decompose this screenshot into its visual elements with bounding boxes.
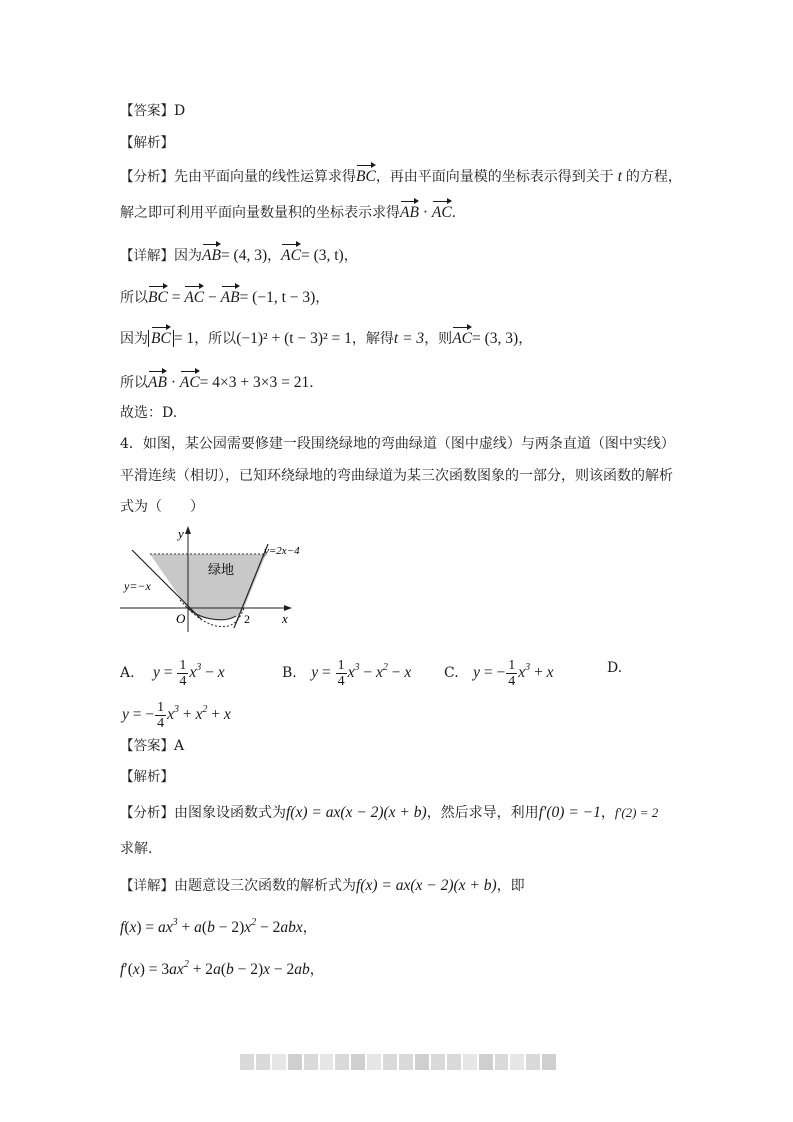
dot-product: AB · AC [148, 374, 200, 391]
option-d-expr: y = − $\frac{1}{4}$ $x^3 + x^2 + x$ [122, 700, 231, 731]
q4-fenxi-line [120, 803, 658, 823]
fenxi-text: 的方程， [625, 169, 682, 185]
detail-step-3 [120, 326, 532, 349]
fenxi-text: 解之即可利用平面向量数量积的坐标表示求得 [120, 205, 400, 221]
detail-step-1 [120, 243, 358, 266]
equation: (−1)² + (t − 3)² = 1 [236, 330, 352, 347]
origin-label: O [176, 611, 186, 626]
question-4-line-3: 式为（ ） [120, 499, 204, 515]
q4-analysis-heading [120, 767, 174, 787]
q4-derivative [120, 960, 324, 980]
step-text: 所以 [120, 290, 148, 306]
question-4-line-2: 平滑连续（相切），已知环绕绿地的弯曲绿道为某三次函数图象的一部分，则该函数的解析 [120, 468, 673, 484]
vector-expr: BC = AC − AB [148, 289, 240, 306]
fenxi-line-1 [120, 164, 682, 187]
step-text: ，解得 [351, 331, 394, 347]
region-label: 绿地 [208, 563, 235, 578]
answer-value: A [174, 738, 185, 754]
x-axis-label: x [282, 611, 288, 626]
q4-answer-line [120, 736, 184, 756]
option-a-label: A. [120, 665, 135, 682]
line-left-label: y=−x [124, 579, 151, 593]
option-b-label: B. [282, 665, 297, 682]
vector-ac: AC [281, 247, 301, 264]
question-4-line-1: 4．如图，某公园需要修建一段围绕绿地的弯曲绿道（图中虚线）与两条直道（图中实线） [120, 436, 675, 452]
option-c-label: C. [444, 665, 459, 682]
function-form: f(x) = ax(x − 2)(x + b) [356, 877, 497, 894]
option-c-formula: y = − $\frac{1}{4}$ $x^3 + x$ [473, 658, 554, 689]
step-text: ， [343, 248, 358, 264]
q4-fenxi-line-2: 求解. [120, 841, 153, 857]
condition-1: f′(0) = −1 [538, 804, 601, 821]
detail-text: ， [302, 920, 317, 936]
analysis-heading [120, 133, 174, 153]
fenxi-text: ， [600, 805, 615, 821]
vector-ab: AB [202, 247, 221, 264]
vector-ac: AC [452, 330, 472, 347]
option-b[interactable] [282, 658, 411, 689]
fenxi-text: . [451, 205, 457, 221]
condition-2: f′(2) = 2 [614, 805, 659, 820]
figure-greenway [118, 520, 300, 638]
q4-expansion [120, 918, 317, 938]
option-c[interactable] [444, 658, 554, 689]
detail-text: ，即 [496, 878, 525, 894]
blurred-watermark [240, 1054, 556, 1070]
fenxi-text: 由图象设函数式为 [174, 805, 286, 821]
q4-detail-line [120, 876, 525, 896]
step-text: 所以 [120, 375, 148, 391]
option-d[interactable] [607, 658, 622, 678]
fenxi-text: ，再由平面向量模的坐标表示得到关于 [375, 169, 614, 185]
answer-line [120, 101, 185, 121]
option-d-label: D. [607, 660, 623, 676]
option-b-formula: y = $\frac{1}{4}$ $x^3 - x^2 - x$ [311, 658, 412, 689]
line-right-label: y=2x−4 [264, 545, 300, 557]
value-ab: = (4, 3) [220, 247, 268, 264]
fenxi-tag: 【分析】 [120, 169, 174, 185]
answer-tag: 【答案】 [120, 738, 174, 754]
detail-step-4 [120, 370, 314, 393]
analysis-tag: 【解析】 [120, 769, 174, 785]
dot-product: AB · AC [400, 204, 452, 221]
step-text: ， [518, 331, 533, 347]
step-text: ，所以 [194, 331, 237, 347]
function-form: f(x) = ax(x − 2)(x + b) [286, 804, 427, 821]
conclusion: 故选：D. [120, 405, 178, 421]
fenxi-text: ，然后求导，利用 [426, 805, 539, 821]
fenxi-line-2 [120, 200, 456, 223]
value-ac: = (3, 3) [472, 330, 519, 347]
answer-tag: 【答案】 [120, 103, 174, 119]
xiangjie-tag: 【详解】 [120, 878, 174, 894]
y-axis-label: y [178, 526, 184, 541]
answer-value: D [174, 103, 186, 119]
value-bc: = (−1, t − 3) [239, 289, 316, 306]
detail-text: ， [309, 962, 324, 978]
step-text: ， [315, 290, 330, 306]
detail-step-2 [120, 285, 329, 308]
tick-2-label: 2 [244, 612, 250, 626]
var-t: t [613, 168, 626, 185]
detail-text: 由题意设三次函数的解析式为 [174, 878, 356, 894]
fenxi-text: 先由平面向量的线性运算求得 [174, 169, 356, 185]
derivative: $f'(x) = 3ax^2 + 2a(b - 2)x - 2ab$ [120, 959, 310, 978]
solution-t: t = 3 [393, 330, 425, 347]
option-a[interactable] [120, 658, 225, 689]
step-text: ， [267, 248, 282, 264]
step-text: 因为 [174, 248, 202, 264]
vector-bc: BC [356, 168, 376, 185]
step-text: 因为 [120, 331, 148, 347]
abs-bc: BC [148, 330, 174, 347]
y-axis-arrow [185, 526, 191, 534]
value-abs: = 1 [173, 330, 195, 347]
dot-result: = 4×3 + 3×3 = 21 [199, 374, 310, 391]
option-d-formula [122, 700, 231, 731]
step-text: . [309, 375, 314, 391]
analysis-tag: 【解析】 [120, 135, 174, 151]
fenxi-tag: 【分析】 [120, 805, 174, 821]
step-text: ，则 [424, 331, 453, 347]
value-ac: = (3, t) [300, 247, 344, 264]
expanded-function: $f(x) = ax^3 + a(b - 2)x^2 - 2abx$ [120, 917, 303, 936]
option-a-formula: y = $\frac{1}{4}$ $x^3 - x$ [153, 658, 225, 689]
xiangjie-tag: 【详解】 [120, 248, 174, 264]
